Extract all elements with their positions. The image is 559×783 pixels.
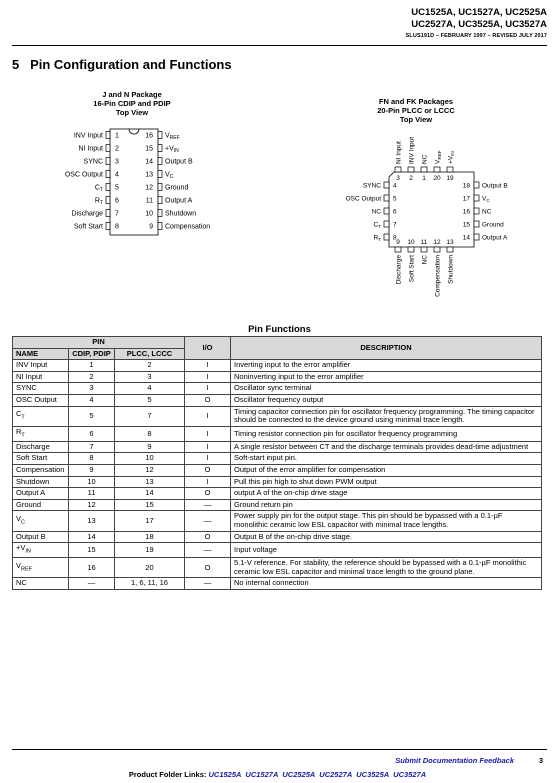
cdip-pin-cell: 14 bbox=[69, 531, 115, 543]
pin-name-text: SYNC bbox=[16, 383, 37, 393]
cdip-pin-cell: 13 bbox=[69, 511, 115, 531]
dip-package-title bbox=[32, 90, 232, 117]
plcc-pin-lead bbox=[474, 208, 479, 214]
plcc-pin-number: 10 bbox=[407, 239, 415, 246]
description-cell: Timing resistor connection pin for oscillator frequency programming bbox=[231, 426, 542, 441]
cdip-pin-cell: 7 bbox=[69, 441, 115, 453]
pin-name-subscript: IN bbox=[25, 548, 31, 555]
plcc-pin-number: 17 bbox=[462, 195, 470, 203]
plcc-pin-cell: 5 bbox=[115, 394, 185, 406]
dip-pin-lead bbox=[158, 171, 162, 178]
plcc-pin-number: 2 bbox=[409, 175, 413, 182]
dip-pin-lead bbox=[106, 197, 110, 204]
dip-pin-label-output-a: Output A bbox=[165, 197, 193, 205]
part-numbers-line-2: UC2527A, UC3525A, UC3527A bbox=[411, 19, 547, 30]
pin-name-text: +V bbox=[16, 543, 26, 553]
pin-name-text: V bbox=[16, 560, 22, 570]
dip-pin-number: 2 bbox=[115, 145, 119, 153]
pin-name-text: C bbox=[16, 409, 22, 419]
pin-name-cell bbox=[13, 488, 69, 500]
plcc-pin-label-ni-input: NI Input bbox=[395, 141, 403, 164]
plcc-title-line-2: 20-Pin PLCC or LCCC bbox=[377, 106, 455, 115]
dip-pin-number: 14 bbox=[145, 158, 153, 166]
plcc-pin-lead bbox=[384, 182, 389, 188]
dip-pin-number: 5 bbox=[115, 184, 119, 192]
plcc-pin-cell: 3 bbox=[115, 371, 185, 383]
plcc-pin-number: 20 bbox=[433, 175, 441, 182]
table-row bbox=[13, 394, 542, 406]
pin-name-text: V bbox=[16, 513, 22, 523]
plcc-pin-label-output-b: Output B bbox=[482, 182, 508, 190]
description-cell: Oscillator sync terminal bbox=[231, 383, 542, 395]
dip-pin-number: 16 bbox=[145, 132, 153, 140]
dip-pin-label-discharge: Discharge bbox=[71, 210, 103, 218]
plcc-pin-lead bbox=[447, 247, 453, 252]
dip-pin-number: 4 bbox=[115, 171, 119, 179]
plcc-pinout-diagram bbox=[290, 125, 550, 315]
plcc-pin-label-vin: $+V_{IN}$ bbox=[447, 151, 456, 164]
product-folder-links bbox=[0, 770, 559, 779]
dip-pin-lead bbox=[158, 197, 162, 204]
description-cell: Ground return pin bbox=[231, 499, 542, 511]
pin-name-text: Soft Start bbox=[16, 453, 48, 463]
description-cell: Noninverting input to the error amplifier bbox=[231, 371, 542, 383]
pin-header: PIN bbox=[13, 337, 185, 349]
dip-pin-lead bbox=[158, 223, 162, 230]
dip-pin-number: 8 bbox=[115, 223, 119, 231]
pin-name-subscript: REF bbox=[21, 566, 33, 573]
plcc-pin-lead bbox=[408, 167, 414, 172]
plcc-pin-lead bbox=[384, 208, 389, 214]
product-link-uc2527a[interactable]: UC2527A bbox=[319, 770, 353, 779]
cdip-pin-cell: 1 bbox=[69, 360, 115, 372]
plcc-pin-lead bbox=[395, 167, 401, 172]
cdip-pin-cell: 11 bbox=[69, 488, 115, 500]
plcc-pin-lead bbox=[421, 247, 427, 252]
description-cell: Inverting input to the error amplifier bbox=[231, 360, 542, 372]
cdip-pin-cell: 10 bbox=[69, 476, 115, 488]
plcc-header: PLCC, LCCC bbox=[115, 348, 185, 360]
description-cell: 5.1-V reference. For stability, the reference should be bypassed with a 0.1-µF monolithic ceramic low ESL capacitor and minimal trace length to the ground plane. bbox=[231, 558, 542, 578]
dip-pin-lead bbox=[106, 158, 110, 165]
dip-pin-lead bbox=[106, 184, 110, 191]
pin-name-text: R bbox=[16, 426, 22, 436]
plcc-pin-number: 15 bbox=[462, 221, 470, 229]
dip-pin-label-ground: Ground bbox=[165, 184, 189, 192]
cdip-pin-cell: 15 bbox=[69, 543, 115, 558]
description-cell: Output B of the on-chip drive stage. bbox=[231, 531, 542, 543]
plcc-pin-label-ct: $C_T$ bbox=[373, 221, 381, 229]
description-cell: Input voltage bbox=[231, 543, 542, 558]
plcc-pin-number: 7 bbox=[393, 221, 397, 229]
plcc-pin-lead bbox=[384, 234, 389, 240]
description-cell: Timing capacitor connection pin for oscillator frequency programming. The timing capacitor should be connected to the device ground using minimal trace length. bbox=[231, 406, 542, 426]
pin-name-cell bbox=[13, 394, 69, 406]
pin-name-subscript: C bbox=[21, 519, 25, 526]
table-row bbox=[13, 360, 542, 372]
io-cell: — bbox=[185, 578, 231, 590]
io-cell: I bbox=[185, 360, 231, 372]
plcc-pin-label-nc: NC bbox=[421, 154, 429, 164]
section-number: 5 bbox=[12, 57, 20, 72]
plcc-pin-label-nc: NC bbox=[421, 255, 429, 265]
plcc-pin-label-sync: SYNC bbox=[362, 182, 381, 190]
dip-pin-label-shutdown: Shutdown bbox=[165, 210, 197, 218]
page-number: 3 bbox=[538, 756, 543, 765]
dip-pin-label-ct: $C_T$ bbox=[94, 184, 103, 194]
plcc-pin-number: 5 bbox=[393, 195, 397, 203]
dip-pin-lead bbox=[158, 132, 162, 139]
plcc-pin-label-compensation: Compensation bbox=[434, 255, 442, 297]
io-cell: I bbox=[185, 453, 231, 465]
description-cell: Pull this pin high to shut down PWM output bbox=[231, 476, 542, 488]
dip-pin-number: 3 bbox=[115, 158, 119, 166]
plcc-pin-cell: 20 bbox=[115, 558, 185, 578]
table-row bbox=[13, 511, 542, 531]
table-row bbox=[13, 465, 542, 477]
plcc-pin-label-output-a: Output A bbox=[482, 234, 508, 242]
pin-name-cell bbox=[13, 383, 69, 395]
pin-functions-table bbox=[12, 336, 542, 590]
dip-pin-lead bbox=[158, 145, 162, 152]
description-cell: Output of the error amplifier for compensation bbox=[231, 465, 542, 477]
dip-notch bbox=[129, 129, 139, 134]
plcc-pin-label-shutdown: Shutdown bbox=[447, 255, 455, 284]
pin-name-text: Output B bbox=[16, 531, 46, 541]
dip-pin-number: 13 bbox=[145, 171, 153, 179]
description-header: DESCRIPTION bbox=[231, 337, 542, 360]
io-cell: I bbox=[185, 426, 231, 441]
plcc-body bbox=[389, 172, 474, 247]
section-title-text: Pin Configuration and Functions bbox=[30, 57, 232, 72]
plcc-pin-cell: 12 bbox=[115, 465, 185, 477]
plcc-pin-number: 13 bbox=[446, 239, 454, 246]
pin-name-cell bbox=[13, 558, 69, 578]
dip-pin-number: 15 bbox=[145, 145, 153, 153]
product-folder-label: Product Folder Links: bbox=[128, 770, 207, 779]
plcc-pin-lead bbox=[408, 247, 414, 252]
pin-name-cell bbox=[13, 578, 69, 590]
dip-pin-number: 9 bbox=[149, 223, 153, 231]
table-row bbox=[13, 383, 542, 395]
cdip-header: CDIP, PDIP bbox=[69, 348, 115, 360]
cdip-pin-cell: — bbox=[69, 578, 115, 590]
footer-divider bbox=[12, 749, 547, 750]
plcc-pin-lead bbox=[434, 247, 440, 252]
plcc-pin-cell: 17 bbox=[115, 511, 185, 531]
cdip-pin-cell: 16 bbox=[69, 558, 115, 578]
dip-title-line-2: 16-Pin CDIP and PDIP bbox=[93, 99, 171, 108]
table-row bbox=[13, 499, 542, 511]
cdip-pin-cell: 4 bbox=[69, 394, 115, 406]
dip-pin-label-rt: $R_T$ bbox=[94, 197, 103, 207]
description-cell: Power supply pin for the output stage. This pin should be bypassed with a 0.1-µF monolithic ceramic low ESL capacitor with minimal trace lengths. bbox=[231, 511, 542, 531]
pin-name-text: NI Input bbox=[16, 371, 43, 381]
table-row bbox=[13, 488, 542, 500]
plcc-pin-cell: 2 bbox=[115, 360, 185, 372]
dip-pin-number: 11 bbox=[145, 197, 153, 205]
description-cell: output A of the on-chip drive stage bbox=[231, 488, 542, 500]
table-row bbox=[13, 441, 542, 453]
table-row bbox=[13, 453, 542, 465]
plcc-pin-cell: 14 bbox=[115, 488, 185, 500]
dip-pin-lead bbox=[106, 223, 110, 230]
pin-functions-title: Pin Functions bbox=[248, 324, 311, 335]
io-cell: — bbox=[185, 543, 231, 558]
plcc-pin-lead bbox=[421, 167, 427, 172]
cdip-pin-cell: 9 bbox=[69, 465, 115, 477]
plcc-pin-lead bbox=[447, 167, 453, 172]
pin-name-cell bbox=[13, 441, 69, 453]
plcc-pin-number: 12 bbox=[433, 239, 441, 246]
cdip-pin-cell: 12 bbox=[69, 499, 115, 511]
pin-name-text: Shutdown bbox=[16, 476, 50, 486]
dip-pin-number: 10 bbox=[145, 210, 153, 218]
plcc-pin-number: 1 bbox=[422, 175, 426, 182]
dip-pin-label-vc: $V_C$ bbox=[165, 171, 174, 181]
plcc-pin-label-soft-start: Soft Start bbox=[408, 255, 416, 283]
pin-name-text: INV Input bbox=[16, 360, 48, 370]
plcc-pin-cell: 19 bbox=[115, 543, 185, 558]
pin-name-text: OSC Output bbox=[16, 394, 57, 404]
dip-pin-number: 1 bbox=[115, 132, 119, 140]
io-cell: O bbox=[185, 531, 231, 543]
submit-feedback-link[interactable]: Submit Documentation Feedback bbox=[395, 756, 514, 765]
plcc-pin-label-osc-output: OSC Output bbox=[345, 195, 381, 203]
dip-pin-label-compensation: Compensation bbox=[165, 223, 211, 231]
pin-name-cell bbox=[13, 426, 69, 441]
table-row bbox=[13, 426, 542, 441]
pin-name-cell bbox=[13, 371, 69, 383]
dip-pin-lead bbox=[106, 145, 110, 152]
description-cell: Soft-start input pin. bbox=[231, 453, 542, 465]
plcc-pin-lead bbox=[474, 221, 479, 227]
plcc-pin-lead bbox=[384, 221, 389, 227]
plcc-pin-number: 16 bbox=[462, 208, 470, 216]
document-id: SLUS191D – FEBRUARY 1997 – REVISED JULY 2017 bbox=[405, 33, 547, 39]
plcc-pin-cell: 4 bbox=[115, 383, 185, 395]
pin-name-cell bbox=[13, 531, 69, 543]
cdip-pin-cell: 8 bbox=[69, 453, 115, 465]
plcc-pin-cell: 1, 6, 11, 16 bbox=[115, 578, 185, 590]
pin-name-text: Discharge bbox=[16, 441, 50, 451]
dip-pin-lead bbox=[106, 132, 110, 139]
io-cell: I bbox=[185, 406, 231, 426]
plcc-title-line-3: Top View bbox=[399, 115, 433, 124]
document-part-numbers bbox=[411, 7, 547, 31]
cdip-pin-cell: 2 bbox=[69, 371, 115, 383]
description-cell: No internal connection bbox=[231, 578, 542, 590]
part-numbers-line-1: UC1525A, UC1527A, UC2525A bbox=[411, 7, 547, 18]
dip-pin-label-inv-input: INV Input bbox=[73, 132, 103, 140]
dip-pin-label-vref: $V_{REF}$ bbox=[165, 132, 180, 142]
dip-pin-lead bbox=[158, 184, 162, 191]
dip-pin-number: 7 bbox=[115, 210, 119, 218]
plcc-pin-lead bbox=[474, 182, 479, 188]
cdip-pin-cell: 3 bbox=[69, 383, 115, 395]
pin-name-cell bbox=[13, 406, 69, 426]
pin-name-text: NC bbox=[16, 578, 27, 588]
pin-name-text: Output A bbox=[16, 488, 46, 498]
io-cell: I bbox=[185, 441, 231, 453]
plcc-pin-number: 8 bbox=[393, 234, 397, 242]
pin-name-text: Ground bbox=[16, 499, 42, 509]
cdip-pin-cell: 6 bbox=[69, 426, 115, 441]
io-cell: I bbox=[185, 371, 231, 383]
io-cell: O bbox=[185, 465, 231, 477]
cdip-pin-cell: 5 bbox=[69, 406, 115, 426]
plcc-pin-label-vref: $V_{REF}$ bbox=[434, 150, 443, 164]
dip-pin-label-ni-input: NI Input bbox=[78, 145, 103, 153]
description-cell: A single resistor between CT and the discharge terminals provides dead-time adjustment bbox=[231, 441, 542, 453]
header-divider bbox=[12, 45, 547, 46]
pin-name-subscript: T bbox=[21, 414, 25, 421]
plcc-pin-label-vc: $V_C$ bbox=[482, 195, 490, 203]
dip-pin-label-vin: $+V_{IN}$ bbox=[165, 145, 179, 155]
dip-pin-label-sync: SYNC bbox=[83, 158, 103, 166]
io-cell: I bbox=[185, 476, 231, 488]
table-row bbox=[13, 531, 542, 543]
plcc-pin-number: 6 bbox=[393, 208, 397, 216]
io-header: I/O bbox=[185, 337, 231, 360]
plcc-pin-number: 11 bbox=[420, 239, 428, 246]
product-link-uc2525a[interactable]: UC2525A bbox=[282, 770, 316, 779]
io-cell: I bbox=[185, 383, 231, 395]
plcc-title-line-1: FN and FK Packages bbox=[378, 97, 454, 106]
pin-name-cell bbox=[13, 453, 69, 465]
io-cell: O bbox=[185, 394, 231, 406]
table-row bbox=[13, 578, 542, 590]
plcc-pin-lead bbox=[474, 195, 479, 201]
pin-name-cell bbox=[13, 511, 69, 531]
section-title bbox=[12, 57, 232, 72]
product-link-uc1525a[interactable]: UC1525A bbox=[208, 770, 242, 779]
dip-pin-lead bbox=[158, 158, 162, 165]
io-cell: — bbox=[185, 499, 231, 511]
plcc-pin-number: 3 bbox=[396, 175, 400, 182]
plcc-pin-number: 9 bbox=[396, 239, 400, 246]
plcc-pin-cell: 8 bbox=[115, 426, 185, 441]
plcc-pin-number: 18 bbox=[462, 182, 470, 190]
table-row bbox=[13, 476, 542, 488]
pin-name-cell bbox=[13, 476, 69, 488]
table-row bbox=[13, 543, 542, 558]
plcc-pin-lead bbox=[384, 195, 389, 201]
product-link-uc1527a[interactable]: UC1527A bbox=[245, 770, 279, 779]
plcc-pin-cell: 13 bbox=[115, 476, 185, 488]
plcc-pin-cell: 7 bbox=[115, 406, 185, 426]
plcc-pin-number: 4 bbox=[393, 182, 397, 190]
pin-name-subscript: T bbox=[21, 432, 25, 439]
plcc-pin-cell: 18 bbox=[115, 531, 185, 543]
pin-name-cell bbox=[13, 499, 69, 511]
dip-pin-lead bbox=[158, 210, 162, 217]
io-cell: O bbox=[185, 488, 231, 500]
product-link-uc3527a[interactable]: UC3527A bbox=[393, 770, 427, 779]
plcc-pin-label-nc: NC bbox=[482, 208, 492, 216]
dip-pin-number: 6 bbox=[115, 197, 119, 205]
plcc-pin-cell: 15 bbox=[115, 499, 185, 511]
plcc-pin-lead bbox=[434, 167, 440, 172]
plcc-pin-cell: 9 bbox=[115, 441, 185, 453]
plcc-pin-number: 14 bbox=[462, 234, 470, 242]
pin-name-cell bbox=[13, 465, 69, 477]
dip-pinout-diagram bbox=[0, 122, 260, 242]
description-cell: Oscillator frequency output bbox=[231, 394, 542, 406]
dip-pin-label-soft-start: Soft Start bbox=[73, 223, 103, 231]
dip-pin-lead bbox=[106, 210, 110, 217]
dip-pin-lead bbox=[106, 171, 110, 178]
plcc-pin-label-inv-input: INV Input bbox=[408, 136, 416, 164]
dip-title-line-3: Top View bbox=[115, 108, 149, 117]
io-cell: — bbox=[185, 511, 231, 531]
plcc-pin-lead bbox=[395, 247, 401, 252]
plcc-pin-label-ground: Ground bbox=[482, 221, 504, 229]
plcc-pin-lead bbox=[474, 234, 479, 240]
pin-name-text: Compensation bbox=[16, 465, 65, 475]
plcc-pin-cell: 10 bbox=[115, 453, 185, 465]
dip-pin-label-output-b: Output B bbox=[165, 158, 193, 166]
table-row bbox=[13, 558, 542, 578]
name-header: NAME bbox=[13, 348, 69, 360]
plcc-pin-label-rt: $R_T$ bbox=[373, 234, 381, 242]
plcc-pin-label-discharge: Discharge bbox=[395, 255, 403, 285]
table-row bbox=[13, 406, 542, 426]
plcc-pin-number: 19 bbox=[446, 175, 454, 182]
plcc-package-title bbox=[316, 97, 516, 124]
pin-name-cell bbox=[13, 543, 69, 558]
product-link-uc3525a[interactable]: UC3525A bbox=[356, 770, 390, 779]
dip-title-line-1: J and N Package bbox=[102, 90, 162, 99]
table-row bbox=[13, 371, 542, 383]
dip-pin-number: 12 bbox=[145, 184, 153, 192]
dip-pin-label-osc-output: OSC Output bbox=[64, 171, 103, 179]
pin-name-cell bbox=[13, 360, 69, 372]
plcc-pin-label-nc: NC bbox=[371, 208, 381, 216]
io-cell: O bbox=[185, 558, 231, 578]
